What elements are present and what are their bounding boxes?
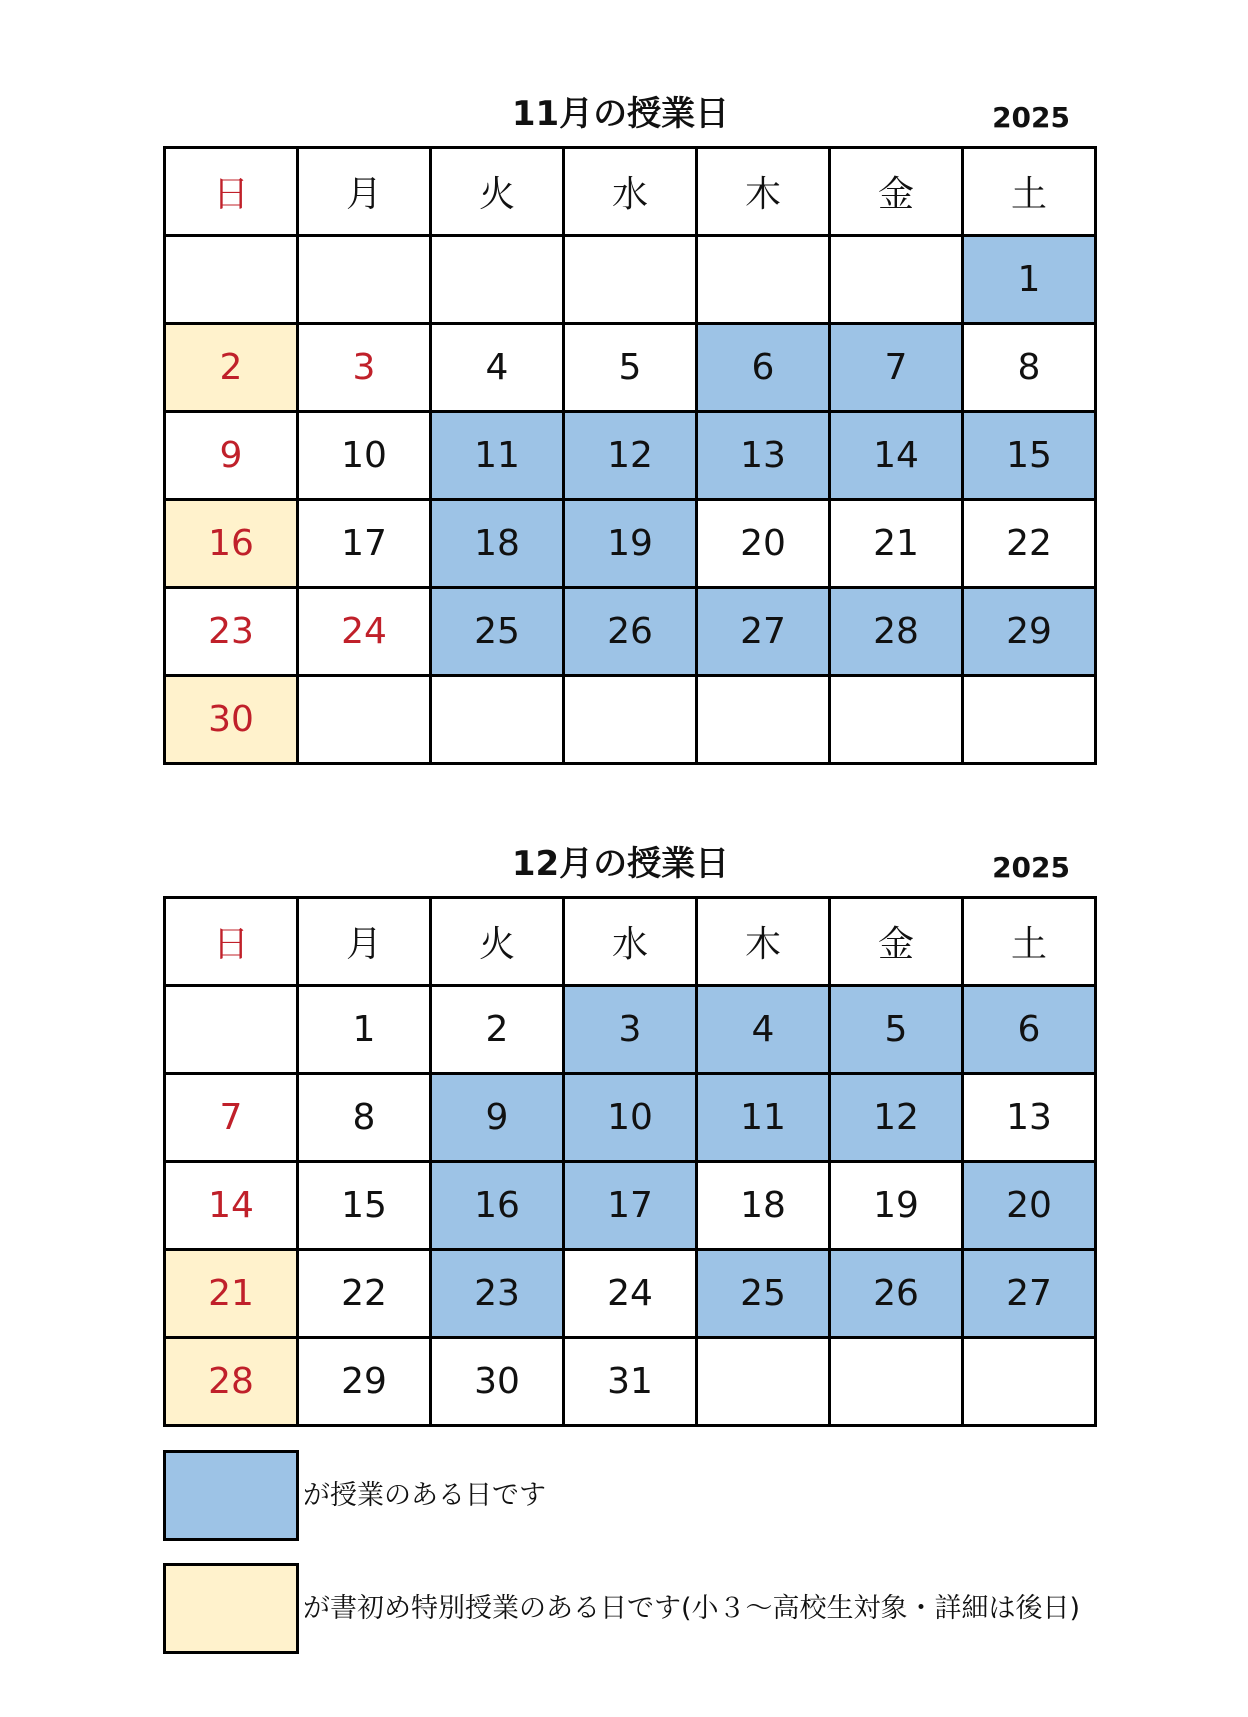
week-row — [165, 412, 1096, 500]
week-row — [165, 676, 1096, 764]
empty-cell — [830, 236, 963, 324]
day-cell: 9 — [165, 412, 298, 500]
week-row — [165, 588, 1096, 676]
day-cell: 17 — [298, 500, 431, 588]
day-cell: 27 — [963, 1250, 1096, 1338]
calendar-title: 11月の授業日 — [511, 94, 730, 134]
week-row — [165, 1162, 1096, 1250]
day-cell: 8 — [963, 324, 1096, 412]
day-cell: 10 — [298, 412, 431, 500]
day-cell: 31 — [564, 1338, 697, 1426]
day-cell: 16 — [165, 500, 298, 588]
day-cell: 21 — [165, 1250, 298, 1338]
week-row — [165, 986, 1096, 1074]
day-cell: 3 — [298, 324, 431, 412]
day-cell: 7 — [165, 1074, 298, 1162]
weekday-header: 日 — [165, 898, 298, 986]
empty-cell — [963, 1338, 1096, 1426]
day-cell: 11 — [431, 412, 564, 500]
day-cell: 12 — [830, 1074, 963, 1162]
day-cell: 28 — [830, 588, 963, 676]
day-cell: 5 — [830, 986, 963, 1074]
day-cell: 2 — [165, 324, 298, 412]
day-cell: 14 — [830, 412, 963, 500]
day-cell: 1 — [298, 986, 431, 1074]
weekday-header: 金 — [830, 898, 963, 986]
day-cell: 17 — [564, 1162, 697, 1250]
weekday-header: 土 — [963, 898, 1096, 986]
empty-cell — [564, 236, 697, 324]
day-cell: 6 — [963, 986, 1096, 1074]
day-cell: 20 — [963, 1162, 1096, 1250]
day-cell: 19 — [564, 500, 697, 588]
weekday-header: 水 — [564, 898, 697, 986]
weekday-header: 火 — [431, 898, 564, 986]
day-cell: 24 — [564, 1250, 697, 1338]
legend-label: が授業のある日です — [303, 1480, 546, 1511]
day-cell: 28 — [165, 1338, 298, 1426]
day-cell: 30 — [165, 676, 298, 764]
empty-cell — [697, 1338, 830, 1426]
weekday-header: 日 — [165, 148, 298, 236]
day-cell: 5 — [564, 324, 697, 412]
week-row — [165, 1338, 1096, 1426]
weekday-header: 水 — [564, 148, 697, 236]
day-cell: 23 — [431, 1250, 564, 1338]
day-cell: 18 — [697, 1162, 830, 1250]
day-cell: 1 — [963, 236, 1096, 324]
day-cell: 15 — [963, 412, 1096, 500]
calendar-title: 12月の授業日 — [511, 844, 730, 884]
day-cell: 2 — [431, 986, 564, 1074]
day-cell: 27 — [697, 588, 830, 676]
empty-cell — [298, 676, 431, 764]
empty-cell — [697, 236, 830, 324]
day-cell: 25 — [431, 588, 564, 676]
day-cell: 29 — [298, 1338, 431, 1426]
empty-cell — [830, 1338, 963, 1426]
day-cell: 30 — [431, 1338, 564, 1426]
empty-cell — [431, 236, 564, 324]
week-row — [165, 500, 1096, 588]
day-cell: 14 — [165, 1162, 298, 1250]
calendar-grid — [163, 146, 1097, 765]
empty-cell — [697, 676, 830, 764]
week-row — [165, 1074, 1096, 1162]
empty-cell — [298, 236, 431, 324]
day-cell: 19 — [830, 1162, 963, 1250]
empty-cell — [963, 676, 1096, 764]
day-cell: 21 — [830, 500, 963, 588]
weekday-header: 火 — [431, 148, 564, 236]
weekday-header: 月 — [298, 898, 431, 986]
day-cell: 9 — [431, 1074, 564, 1162]
calendar-year: 2025 — [992, 101, 1070, 134]
empty-cell — [165, 236, 298, 324]
weekday-header: 金 — [830, 148, 963, 236]
day-cell: 25 — [697, 1250, 830, 1338]
day-cell: 11 — [697, 1074, 830, 1162]
calendar-year: 2025 — [992, 851, 1070, 884]
day-cell: 4 — [431, 324, 564, 412]
empty-cell — [830, 676, 963, 764]
weekday-header: 木 — [697, 898, 830, 986]
weekday-header-row — [165, 898, 1096, 986]
legend-swatch-cream — [163, 1563, 299, 1654]
day-cell: 22 — [298, 1250, 431, 1338]
day-cell: 18 — [431, 500, 564, 588]
day-cell: 22 — [963, 500, 1096, 588]
day-cell: 13 — [697, 412, 830, 500]
day-cell: 3 — [564, 986, 697, 1074]
calendar-grid — [163, 896, 1097, 1427]
day-cell: 23 — [165, 588, 298, 676]
weekday-header: 土 — [963, 148, 1096, 236]
day-cell: 15 — [298, 1162, 431, 1250]
day-cell: 16 — [431, 1162, 564, 1250]
empty-cell — [431, 676, 564, 764]
weekday-header: 木 — [697, 148, 830, 236]
day-cell: 26 — [564, 588, 697, 676]
day-cell: 10 — [564, 1074, 697, 1162]
day-cell: 8 — [298, 1074, 431, 1162]
week-row — [165, 236, 1096, 324]
legend-swatch-blue — [163, 1450, 299, 1541]
day-cell: 26 — [830, 1250, 963, 1338]
day-cell: 13 — [963, 1074, 1096, 1162]
day-cell: 24 — [298, 588, 431, 676]
day-cell: 20 — [697, 500, 830, 588]
legend-label: が書初め特別授業のある日です(小３～高校生対象・詳細は後日) — [303, 1593, 1081, 1624]
weekday-header: 月 — [298, 148, 431, 236]
day-cell: 29 — [963, 588, 1096, 676]
weekday-header-row — [165, 148, 1096, 236]
day-cell: 4 — [697, 986, 830, 1074]
week-row — [165, 324, 1096, 412]
empty-cell — [564, 676, 697, 764]
day-cell: 6 — [697, 324, 830, 412]
empty-cell — [165, 986, 298, 1074]
day-cell: 12 — [564, 412, 697, 500]
day-cell: 7 — [830, 324, 963, 412]
week-row — [165, 1250, 1096, 1338]
